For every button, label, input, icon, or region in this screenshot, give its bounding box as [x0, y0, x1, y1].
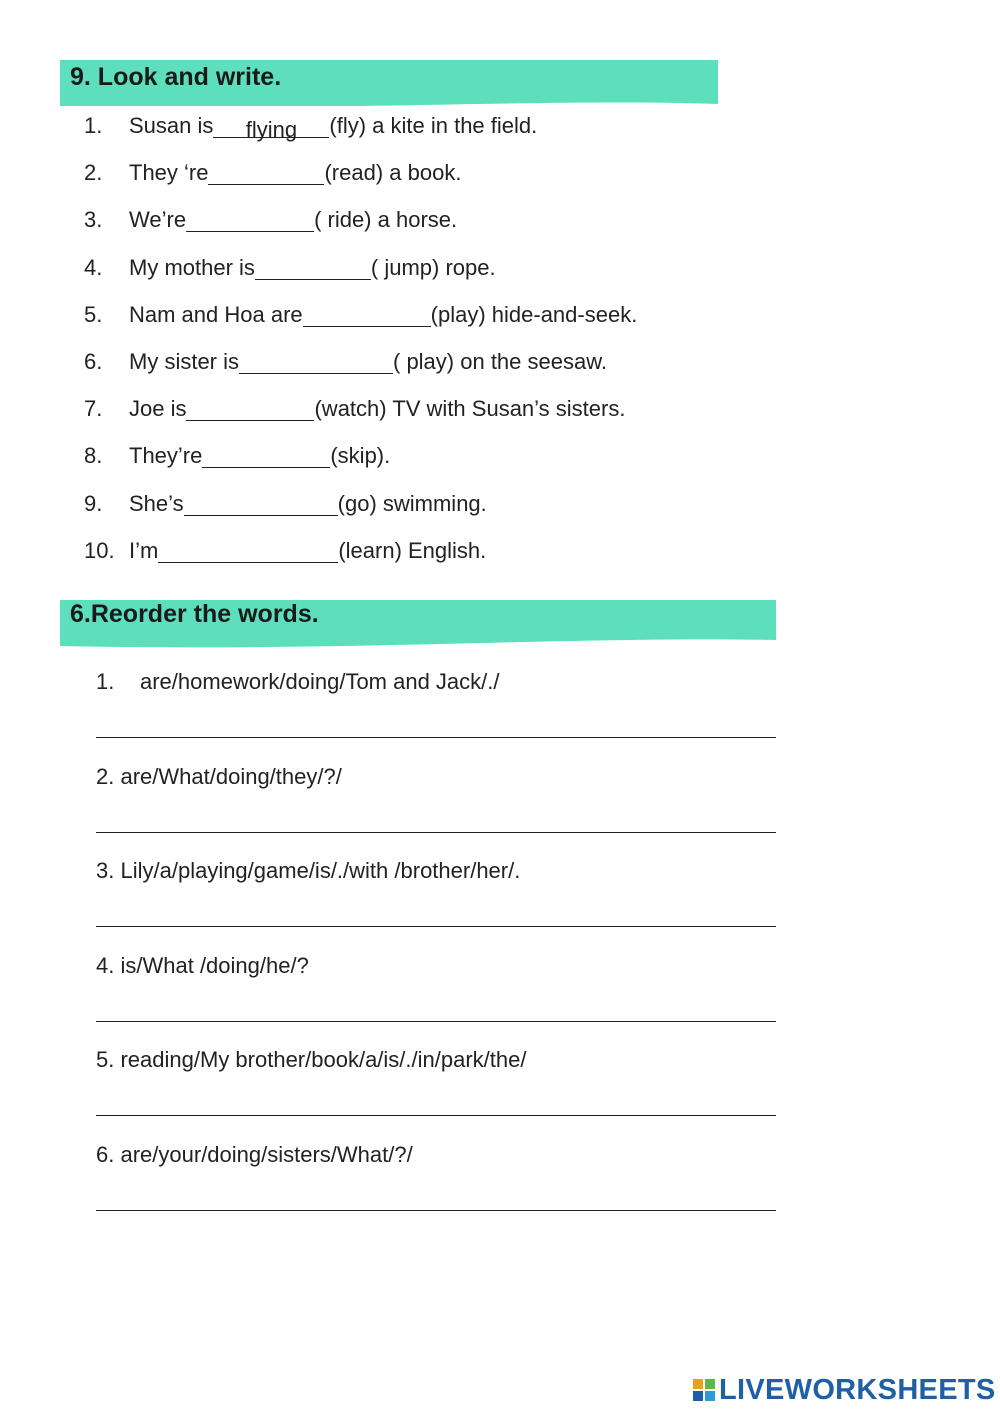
exercise-item [84, 396, 637, 443]
exercise-item [84, 160, 637, 207]
exercise-list [84, 113, 637, 585]
answer-line[interactable] [96, 832, 776, 833]
exercise-item [84, 113, 637, 160]
reorder-item [96, 759, 776, 854]
scrambled-words: reading/My brother/book/a/is/./in/park/the/ [120, 1047, 527, 1072]
reorder-prompt [96, 858, 520, 884]
item-text-before: My sister is [129, 348, 239, 374]
answer-blank[interactable] [186, 398, 314, 421]
liveworksheets-logo-icon [693, 1379, 715, 1401]
item-text-before: Nam and Hoa are [129, 301, 303, 327]
item-text-after: ( ride) a horse. [314, 207, 458, 233]
item-number: 6. [84, 348, 103, 374]
answer-blank[interactable] [202, 445, 330, 468]
answer-line[interactable] [96, 1021, 776, 1022]
section-title: 9. Look and write. [70, 63, 282, 91]
scrambled-words: Lily/a/playing/game/is/./with /brother/her/. [120, 858, 521, 883]
item-number: 2. [96, 763, 115, 789]
item-number: 5. [84, 301, 103, 327]
item-text-after: (watch) TV with Susan’s sisters. [314, 396, 626, 422]
item-number: 9. [84, 490, 103, 516]
answer-line[interactable] [96, 926, 776, 927]
scrambled-words: are/homework/doing/Tom and Jack/./ [140, 669, 500, 694]
item-text-before: They’re [129, 443, 203, 469]
item-text-after: (play) hide-and-seek. [430, 301, 638, 327]
item-text-before: My mother is [129, 254, 255, 280]
item-text-before: She’s [129, 490, 184, 516]
item-text-after: (skip). [330, 443, 391, 469]
item-text-after: (fly) a kite in the field. [329, 113, 538, 138]
scrambled-words: are/What/doing/they/?/ [120, 763, 342, 789]
answer-blank[interactable] [208, 162, 324, 185]
section-banner-look-and-write [60, 60, 718, 106]
answer-blank[interactable] [255, 257, 371, 280]
item-text-after: (read) a book. [324, 160, 462, 186]
answer-line[interactable] [96, 1115, 776, 1116]
reorder-prompt [96, 764, 342, 790]
reorder-item [96, 853, 776, 948]
answer-text: flying [245, 117, 298, 142]
item-number: 10. [84, 537, 115, 563]
exercise-item [84, 538, 637, 585]
reorder-item [96, 664, 776, 759]
reorder-item [96, 948, 776, 1043]
answer-line[interactable] [96, 1210, 776, 1211]
exercise-item [84, 443, 637, 490]
answer-line[interactable] [96, 737, 776, 738]
reorder-prompt [96, 1047, 526, 1073]
item-number: 3. [84, 207, 103, 233]
item-text-after: (learn) English. [338, 537, 487, 563]
exercise-item [84, 491, 637, 538]
reorder-item [96, 1042, 776, 1137]
reorder-item [96, 1137, 776, 1232]
exercise-item [84, 349, 637, 396]
item-number: 4. [96, 952, 115, 978]
answer-blank[interactable] [303, 304, 431, 327]
item-number: 1. [84, 113, 103, 138]
item-number: 3. [96, 858, 115, 883]
item-text-before: We’re [129, 207, 187, 233]
item-number: 2. [84, 160, 103, 186]
item-number: 7. [84, 396, 103, 422]
answer-blank[interactable] [213, 115, 329, 142]
item-text-before: Susan is [129, 113, 214, 138]
exercise-item [84, 302, 637, 349]
item-text-before: They ‘re [129, 160, 209, 186]
answer-blank[interactable] [158, 540, 338, 563]
exercise-item [84, 207, 637, 254]
liveworksheets-logo [693, 1375, 996, 1405]
reorder-list [96, 664, 776, 1231]
item-text-after: ( play) on the seesaw. [393, 348, 608, 374]
scrambled-words: are/your/doing/sisters/What/?/ [120, 1141, 413, 1167]
answer-blank[interactable] [184, 493, 338, 516]
item-text-before: Joe is [129, 396, 187, 422]
item-number: 4. [84, 254, 103, 280]
answer-blank[interactable] [186, 209, 314, 232]
logo-text: LIVEWORKSHEETS [719, 1373, 996, 1406]
item-text-after: ( jump) rope. [370, 254, 496, 280]
reorder-prompt [96, 953, 309, 979]
answer-blank[interactable] [239, 351, 393, 374]
item-text-before: I’m [129, 537, 159, 563]
section-banner-reorder [60, 600, 776, 646]
item-number: 5. [96, 1047, 115, 1072]
exercise-item [84, 255, 637, 302]
item-number: 6. [96, 1141, 115, 1167]
item-text-after: (go) swimming. [337, 490, 487, 516]
scrambled-words: is/What /doing/he/? [120, 952, 309, 978]
reorder-prompt [96, 1142, 413, 1168]
item-number: 8. [84, 443, 103, 469]
item-number: 1. [96, 669, 115, 694]
reorder-prompt [96, 669, 500, 695]
section-title: 6.Reorder the words. [70, 600, 319, 628]
